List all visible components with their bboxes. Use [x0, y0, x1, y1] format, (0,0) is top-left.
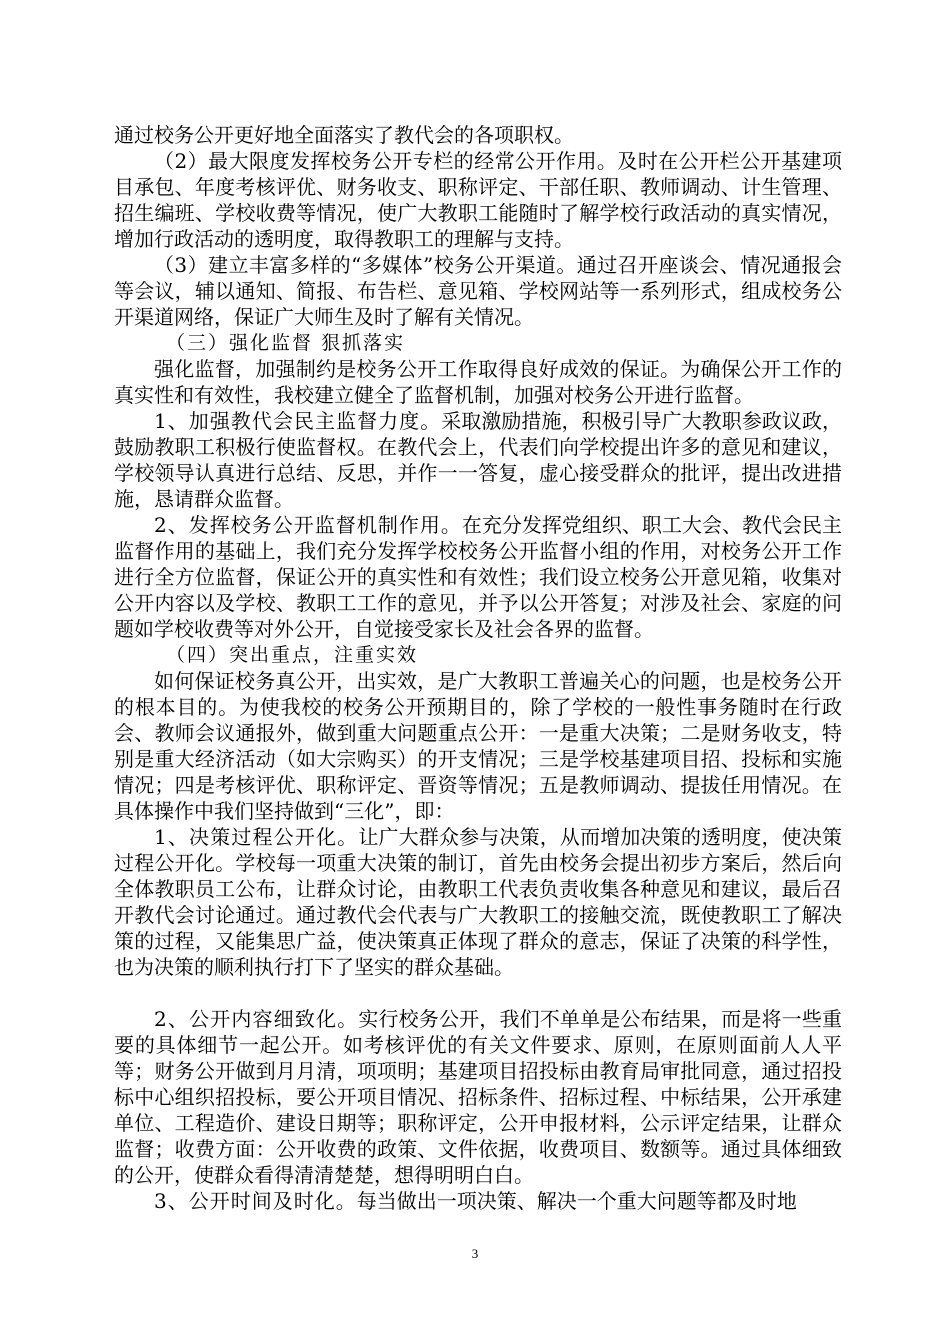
paragraph-focus-intro: 如何保证校务真公开，出实效，是广大教职工普遍关心的问题，也是校务公开的根本目的。为使我校的校务公开预期目的，除了学校的一般性事务随时在行政会、教师会议通报外，做到重大问题重点公开：一是重大决策；二是财务收支，特别是重大经济活动（如大宗购买）的开支情况；三是学校基建项目招、投标和实施情况；四是考核评优、职称评定、晋资等情况；五是教师调动、提拔任用情况。在具体操作中我们坚持做到“三化”，即： [114, 669, 842, 823]
paragraph-body: 在充分发挥党组织、职工大会、教代会民主监督作用的基础上，我们充分发挥学校校务公开监督小组的作用，对校务公开工作进行全方位监督，保证公开的真实性和有效性；我们设立校务公开意见箱，收集对公开内容以及学校、教职工工作的意见，并予以公开答复；对涉及社会、家庭的问题如学校收费等对外公开，自觉接受家长及社会各界的监督。 [114, 513, 843, 641]
paragraph-lead: 1、决策过程公开化。 [154, 825, 359, 849]
paragraph-focus-2 [114, 1006, 842, 1188]
paragraph-focus-3 [114, 1188, 842, 1214]
paragraph-lead: 2、发挥校务公开监督机制作用。 [154, 513, 462, 537]
paragraph-body: 实行校务公开，我们不单单是公布结果，而是将一些重要的具体细节一起公开。如考核评优的有关文件要求、原则，在原则面前人人平等；财务公开做到月月清，项项明；基建项目招投标由教育局审批同意，通过招投标中心组织招投标，要公开项目情况、招标条件、招标过程、中标结果，公开承建单位、工程造价、建设日期等；职称评定，公开申报材料，公示评定结果，让群众监督；收费方面：公开收费的政策、文件依据，收费项目、数额等。通过具体细致的公开，使群众看得清清楚楚，想得明明白白。 [114, 1007, 842, 1187]
paragraph-focus-1 [114, 824, 842, 980]
section-heading-3: （三）强化监督 狠抓落实 [166, 332, 406, 354]
paragraph-lead: 2、公开内容细致化。 [154, 1007, 359, 1031]
paragraph-body: 让广大群众参与决策，从而增加决策的透明度，使决策过程公开化。学校每一项重大决策的制订，首先由校务会提出初步方案后，然后向全体教职员工公布，让群众讨论，由教职工代表负责收集各种意见和建议，最后召开教代会讨论通过。通过教代会代表与广大教职工的接触交流，既使教职工了解决策的过程，又能集思广益，使决策真正体现了群众的意志，保证了决策的科学性，也为决策的顺利执行打下了坚实的群众基础。 [114, 825, 842, 979]
paragraph-item-2: （2）最大限度发挥校务公开专栏的经常公开作用。及时在公开栏公开基建项目承包、年度考核评优、财务收支、职称评定、干部任职、教师调动、计生管理、招生编班、学校收费等情况，使广大教职工能随时了解学校行政活动的真实情况，增加行政活动的透明度，取得教职工的理解与支持。 [114, 149, 842, 251]
paragraph-item-3: （3）建立丰富多样的“多媒体”校务公开渠道。通过召开座谈会、情况通报会等会议，辅以通知、简报、布告栏、意见箱、学校网站等一系列形式，组成校务公开渠道网络，保证广大师生及时了解有关情况。 [114, 253, 842, 329]
paragraph-supervision-2 [114, 512, 842, 642]
paragraph-lead: 3、公开时间及时化。 [154, 1189, 357, 1213]
page-number: 3 [471, 1246, 479, 1261]
paragraph-body: 每当做出一项决策、解决一个重大问题等都及时地 [356, 1189, 797, 1213]
paragraph-supervision-1 [114, 408, 842, 512]
paragraph-spacer [114, 980, 842, 1006]
paragraph-lead: 1、加强教代会民主监督力度。 [154, 409, 442, 433]
section-heading-4: （四）突出重点，注重实效 [166, 644, 419, 666]
paragraph-body: 采取激励措施，积极引导广大教职参政议政，鼓励教职工积极行使监督权。在教代会上，代表们向学校提出许多的意见和建议，学校领导认真进行总结、反思，并作一一答复，虚心接受群众的批评，提出改进措施，恳请群众监督。 [114, 409, 842, 511]
document-body [114, 122, 842, 1214]
paragraph-continuation: 通过校务公开更好地全面落实了教代会的各项职权。 [114, 123, 574, 147]
paragraph-supervision-intro: 强化监督，加强制约是校务公开工作取得良好成效的保证。为确保公开工作的真实性和有效性，我校建立健全了监督机制，加强对校务公开进行监督。 [114, 357, 842, 407]
